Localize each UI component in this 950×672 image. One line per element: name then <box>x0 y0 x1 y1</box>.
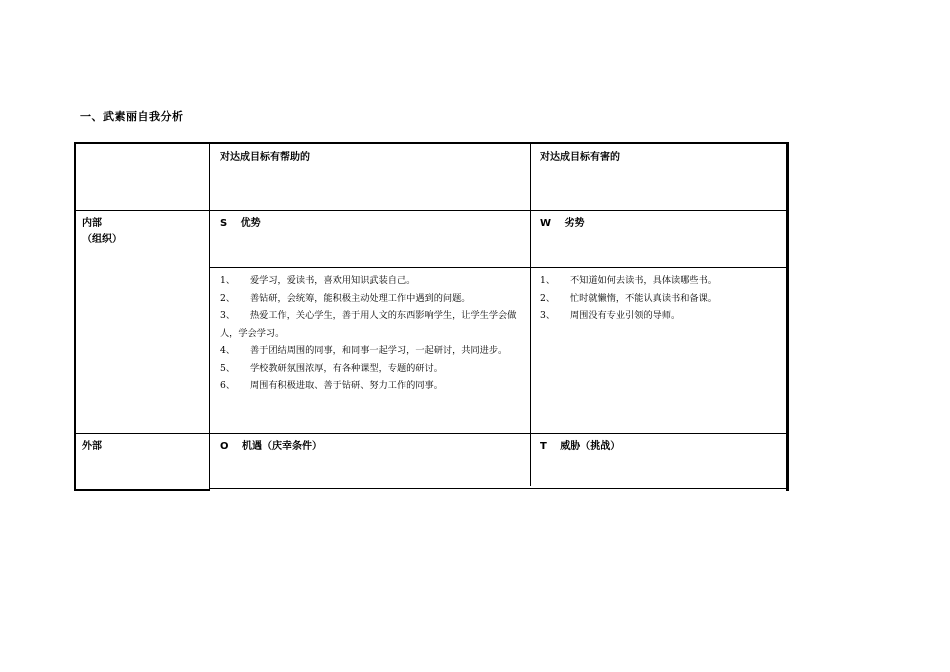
strength-item: 3、 热爱工作，关心学生，善于用人文的东西影响学生，让学生学会做人，学会学习。 <box>220 310 517 339</box>
column-divider-2-lower <box>530 268 531 486</box>
weaknesses-list <box>540 272 780 325</box>
strengths-title: S 优势 <box>220 218 261 229</box>
strength-item: 2、 善钻研，会统筹，能积极主动处理工作中遇到的问题。 <box>220 292 471 304</box>
weaknesses-title: W 劣势 <box>540 218 585 229</box>
row-label-internal <box>82 216 122 248</box>
strengths-list <box>220 272 526 395</box>
row-divider-header <box>74 210 789 211</box>
row-label-internal-line2: （组织） <box>82 234 122 245</box>
strength-item: 4、 善于团结周围的同事，和同事一起学习，一起研讨，共同进步。 <box>220 345 508 356</box>
strength-item: 6、 周围有积极进取、善于钻研、努力工作的同事。 <box>220 380 443 391</box>
table-border-right <box>786 142 789 491</box>
table-border-top <box>74 142 789 144</box>
strength-item: 1、 爱学习，爱读书，喜欢用知识武装自己。 <box>220 275 416 286</box>
row-label-external: 外部 <box>82 441 102 452</box>
header-harmful: 对达成目标有害的 <box>540 152 620 163</box>
table-border-bottom-right <box>209 488 789 489</box>
table-border-left <box>74 142 76 491</box>
weakness-item: 2、 忙时就懒惰，不能认真读书和备课。 <box>540 292 717 304</box>
page-heading: 一、武素丽自我分析 <box>80 110 184 123</box>
table-border-bottom-left <box>74 489 210 491</box>
weakness-item: 3、 周围没有专业引领的导师。 <box>540 310 681 321</box>
threats-title: T 威胁（挑战） <box>540 441 621 452</box>
row-label-internal-line1: 内部 <box>82 218 102 229</box>
column-divider-1 <box>209 142 210 491</box>
column-divider-2-upper <box>530 142 531 268</box>
strength-item: 5、 学校教研氛围浓厚，有各种课型，专题的研讨。 <box>220 362 443 374</box>
row-divider-external <box>74 433 789 434</box>
opportunities-title: O 机遇（庆幸条件） <box>220 441 322 452</box>
row-divider-titles <box>209 267 789 268</box>
weakness-item: 1、 不知道如何去读书，具体读哪些书。 <box>540 275 717 286</box>
swot-table <box>74 142 789 491</box>
header-helpful: 对达成目标有帮助的 <box>220 152 310 163</box>
